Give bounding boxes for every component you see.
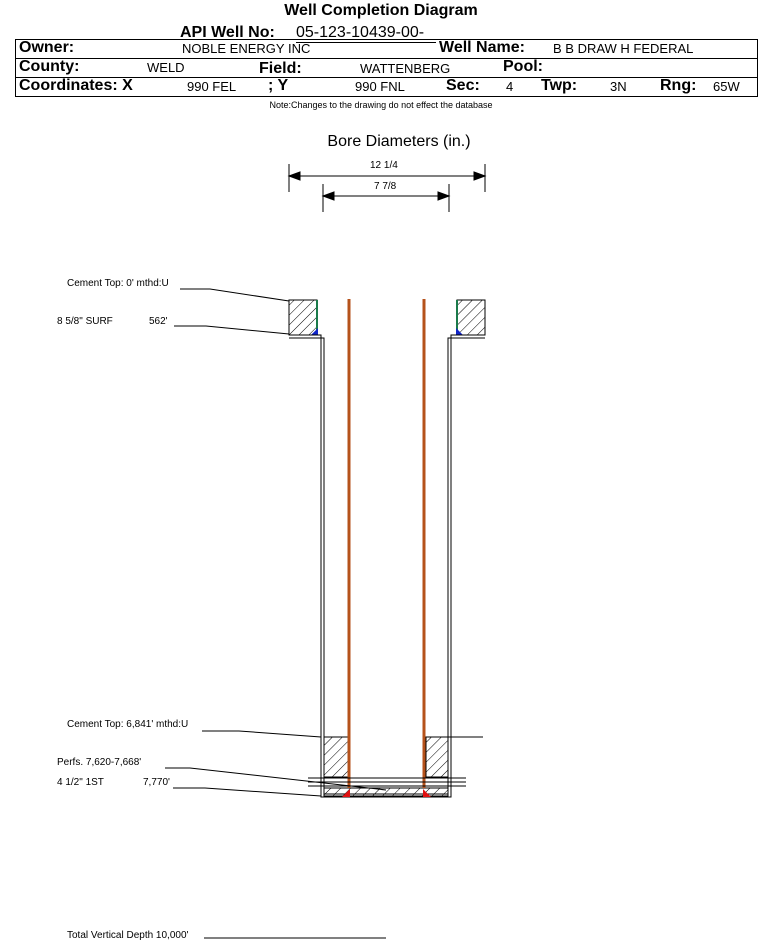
well-name-label: Well Name: [439,39,525,56]
field-value: WATTENBERG [360,61,451,76]
owner-value: NOBLE ENERGY INC [182,41,311,56]
leader-lines [165,289,386,938]
coordinates-x-label: Coordinates: X [19,77,133,94]
county-value: WELD [147,60,185,75]
production-cement-left [324,737,348,777]
field-label: Field: [259,60,302,77]
database-note: Note:Changes to the drawing do not effect the database [269,100,493,110]
bottom-cement [324,788,448,796]
bore-diameters-title: Bore Diameters (in.) [327,133,471,150]
township-label: Twp: [541,77,578,94]
api-well-value: 05-123-10439-00- [296,24,425,41]
diagram-title: Well Completion Diagram [284,2,478,19]
production-cement-right [426,737,448,777]
bore-inner-label: 7 7/8 [374,181,397,192]
surface-casing-depth: 562' [149,316,168,327]
coordinates-x-value: 990 FEL [187,79,237,94]
owner-label: Owner: [19,39,75,56]
surface-casing-name: 8 5/8" SURF [57,316,113,327]
cement-top-surface-label: Cement Top: 0' mthd:U [67,278,169,289]
surface-cement-right [456,300,485,335]
wellbore-wall [289,335,485,797]
bore-outer-dimension [289,164,485,192]
pool-label: Pool: [503,58,543,75]
section-label: Sec: [446,77,480,94]
township-value: 3N [610,79,627,94]
api-well-label: API Well No: [180,24,275,41]
coordinates-y-value: 990 FNL [355,79,405,94]
perforations-label: Perfs. 7,620-7,668' [57,757,142,768]
coordinates-y-label: ; Y [268,77,289,94]
bore-outer-label: 12 1/4 [370,160,398,171]
well-name-value: B B DRAW H FEDERAL [553,41,694,56]
section-value: 4 [506,79,514,94]
cement-top-production-label: Cement Top: 6,841' mthd:U [67,719,189,730]
range-label: Rng: [660,77,697,94]
range-value: 65W [713,79,740,94]
surface-cement-left [289,300,318,335]
total-depth-label: Total Vertical Depth 10,000' [67,930,189,941]
production-casing-name: 4 1/2" 1ST [57,777,104,788]
county-label: County: [19,58,80,75]
production-casing-depth: 7,770' [143,777,170,788]
perforation-marks [308,778,466,786]
bore-inner-dimension [323,184,449,212]
